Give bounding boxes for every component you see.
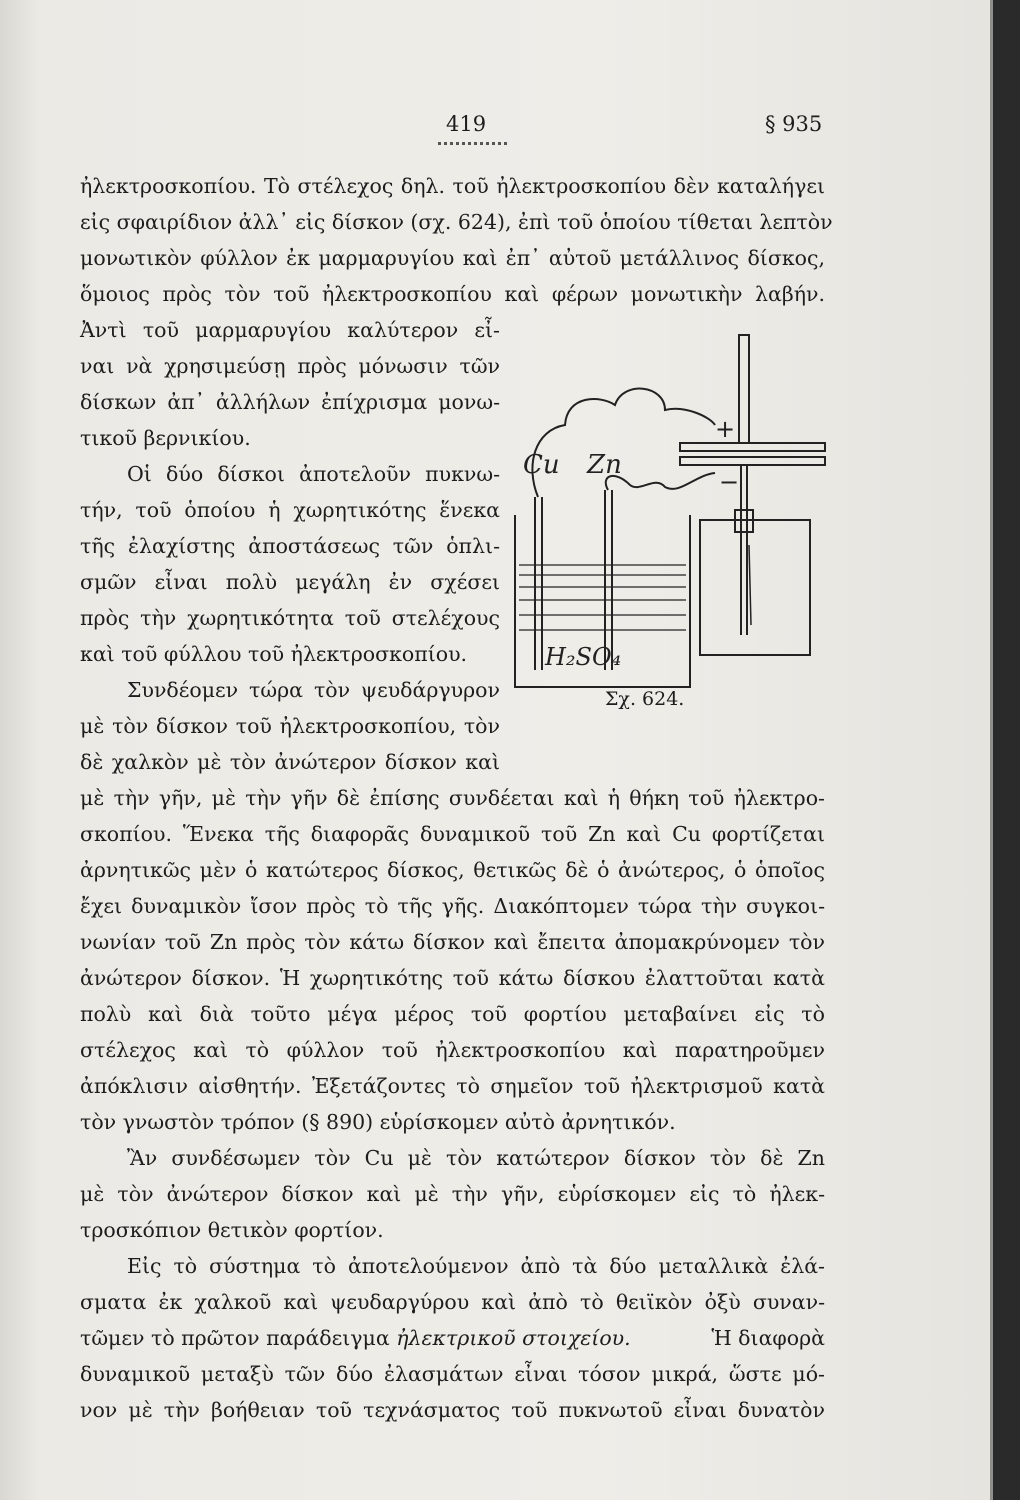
lower-disk xyxy=(680,457,825,465)
label-zn: Zn xyxy=(587,450,622,480)
text-line: εἰς σφαιρίδιον ἀλλ᾽ εἰς δίσκον (σχ. 624), ἐπὶ τοῦ ὁποίου τίθεται λεπτὸν xyxy=(80,210,833,234)
text-line: μὲ τὸν ἀνώτερον δίσκον καὶ μὲ τὴν γῆν, εὑρίσκομεν εἰς τὸ ἠλεκ- xyxy=(80,1182,825,1206)
text-line: ἀρνητικῶς μὲν ὁ κατώτερος δίσκος, θετικῶς δὲ ὁ ἀνώτερος, ὁ ὁποῖος xyxy=(80,858,825,882)
page-number-underline xyxy=(438,142,510,145)
text-line: νωνίαν τοῦ Zn πρὸς τὸν κάτω δίσκον καὶ ἔπειτα ἀπομακρύνομεν τὸν xyxy=(80,930,825,954)
text-line: πολὺ καὶ διὰ τοῦτο μέγα μέρος τοῦ φορτίου μεταβαίνει εἰς τὸ xyxy=(80,1002,825,1026)
text-line: ὅμοιος πρὸς τὸν τοῦ ἠλεκτροσκοπίου καὶ φέρων μονωτικὴν λαβήν. xyxy=(80,282,825,306)
electroscope-stem xyxy=(741,465,747,635)
text-line: καὶ τοῦ φύλλου τοῦ ἠλεκτροσκοπίου. xyxy=(80,642,468,666)
text-line: δίσκων ἀπ᾽ ἀλλήλων ἐπίχρισμα μονω- xyxy=(80,390,500,414)
text-line: πρὸς τὴν χωρητικότητα τοῦ στελέχους xyxy=(80,606,500,630)
text-line: τὸν γνωστὸν τρόπον (§ 890) εὑρίσκομεν αὐτὸ ἀρνητικόν. xyxy=(80,1110,676,1134)
acid-liquid xyxy=(519,565,686,630)
text-line: Συνδέομεν τώρα τὸν ψευδάργυρον xyxy=(127,678,500,702)
text-line: Ἂν συνδέσωμεν τὸν Cu μὲ τὸν κατώτερον δίσκον τὸν δὲ Zn xyxy=(127,1146,825,1170)
text-line: σμῶν εἶναι πολὺ μεγάλη ἐν σχέσει xyxy=(80,570,500,594)
text-line: ἀπόκλισιν αἰσθητήν. Ἐξετάζοντες τὸ σημεῖον τοῦ ἠλεκτρισμοῦ κατὰ xyxy=(80,1074,825,1098)
text-line: δὲ χαλκὸν μὲ τὸν ἀνώτερον δίσκον καὶ xyxy=(80,750,500,774)
section-number: § 935 xyxy=(765,112,823,136)
text-line: Οἱ δύο δίσκοι ἀποτελοῦν πυκνω- xyxy=(127,462,500,486)
text-line: σματα ἐκ χαλκοῦ καὶ ψευδαργύρου καὶ ἀπὸ τὸ θειϊκὸν ὀξὺ συναν- xyxy=(80,1290,825,1314)
text-line: ἔχει δυναμικὸν ἴσον πρὸς τὸ τῆς γῆς. Διακόπτομεν τώρα τὴν συγκοι- xyxy=(80,894,825,918)
text-line: νον μὲ τὴν βοήθειαν τοῦ τεχνάσματος τοῦ πυκνωτοῦ εἶναι δυνατὸν xyxy=(80,1398,825,1422)
text-line-mixed xyxy=(80,1320,825,1356)
text-line: δυναμικοῦ μεταξὺ τῶν δύο ἐλασμάτων εἶναι τόσον μικρά, ὥστε μό- xyxy=(80,1362,825,1386)
label-cu: Cu xyxy=(523,450,560,480)
leaf xyxy=(749,545,751,625)
page-number: 419 xyxy=(446,112,487,136)
insulating-handle xyxy=(739,335,749,443)
text-line: τῆς ἐλαχίστης ἀποστάσεως τῶν ὁπλι- xyxy=(80,534,500,558)
wire-zn xyxy=(606,473,715,490)
figure-caption: Σχ. 624. xyxy=(605,688,685,710)
text-line: σκοπίου. Ἕνεκα τῆς διαφορᾶς δυναμικοῦ τοῦ Zn καὶ Cu φορτίζεται xyxy=(80,822,825,846)
text-line: τικοῦ βερνικίου. xyxy=(80,426,251,450)
text-line: τήν, τοῦ ὁποίου ἡ χωρητικότης ἕνεκα xyxy=(80,498,500,522)
text-line: Ἀντὶ τοῦ μαρμαρυγίου καλύτερον εἶ- xyxy=(80,318,500,342)
text-line: ἠλεκτροσκοπίου. Τὸ στέλεχος δηλ. τοῦ ἠλεκτροσκοπίου δὲν καταλήγει xyxy=(80,174,825,198)
label-plus: + xyxy=(715,415,736,443)
electroscope-case xyxy=(700,520,810,655)
figure-624 xyxy=(505,325,830,720)
text-line: ναι νὰ χρησιμεύσῃ πρὸς μόνωσιν τῶν xyxy=(80,354,500,378)
text-line: μὲ τὸν δίσκον τοῦ ἠλεκτροσκοπίου, τὸν xyxy=(80,714,500,738)
cu-plate xyxy=(535,497,542,670)
book-spine xyxy=(993,0,1020,1500)
text-line: ἀνώτερον δίσκον. Ἡ χωρητικότης τοῦ κάτω δίσκου ἐλαττοῦται κατὰ xyxy=(80,966,825,990)
italic-term: ἠλεκτρικοῦ στοιχείου. xyxy=(396,1326,631,1350)
text-line: Εἰς τὸ σύστημα τὸ ἀποτελούμενον ἀπὸ τὰ δύο μεταλλικὰ ἐλά- xyxy=(127,1254,825,1278)
label-minus: − xyxy=(719,468,740,496)
page-header xyxy=(0,112,1000,152)
text-line: μονωτικὸν φύλλον ἐκ μαρμαρυγίου καὶ ἐπ᾽ αὐτοῦ μετάλλινος δίσκος, xyxy=(80,246,825,270)
text-line: μὲ τὴν γῆν, μὲ τὴν γῆν δὲ ἐπίσης συνδέεται καὶ ἡ θήκη τοῦ ἠλεκτρο- xyxy=(80,786,825,810)
upper-disk xyxy=(680,443,825,451)
label-acid: H₂SO₄ xyxy=(545,643,622,671)
text-line: τροσκόπιον θετικὸν φορτίον. xyxy=(80,1218,384,1242)
text-line: στέλεχος καὶ τὸ φύλλον τοῦ ἠλεκτροσκοπίου καὶ παρατηροῦμεν xyxy=(80,1038,825,1062)
text-segment: Ἡ διαφορὰ xyxy=(711,1326,825,1350)
text-segment: τῶμεν τὸ πρῶτον παράδειγμα xyxy=(80,1326,390,1350)
